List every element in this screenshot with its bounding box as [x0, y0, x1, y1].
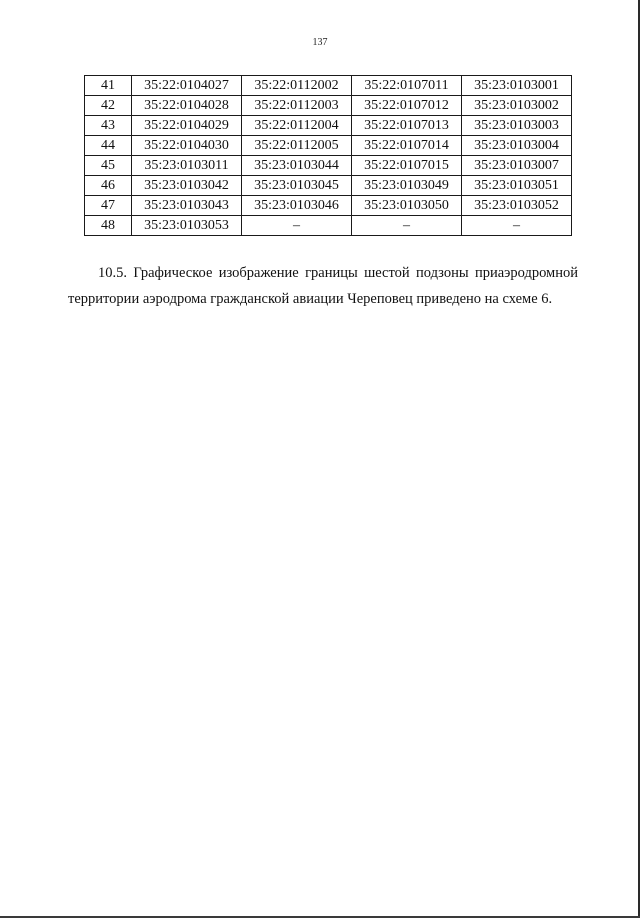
row-number-cell: 48 [85, 216, 132, 236]
cadastral-number-cell: 35:23:0103004 [462, 136, 572, 156]
page-number: 137 [312, 37, 328, 48]
table-row [85, 136, 572, 156]
cadastral-number-cell: 35:23:0103003 [462, 116, 572, 136]
cadastral-number-cell: 35:23:0103045 [242, 176, 352, 196]
row-number-cell: 44 [85, 136, 132, 156]
cadastral-number-cell: 35:23:0103043 [132, 196, 242, 216]
cadastral-number-cell: 35:22:0107015 [352, 156, 462, 176]
table-row [85, 216, 572, 236]
row-number-cell: 43 [85, 116, 132, 136]
cadastral-number-cell: 35:22:0107011 [352, 76, 462, 96]
cadastral-numbers-table [84, 75, 572, 236]
empty-dash-cell: – [462, 216, 572, 236]
table-row [85, 196, 572, 216]
cadastral-number-cell: 35:23:0103049 [352, 176, 462, 196]
cadastral-number-cell: 35:22:0104030 [132, 136, 242, 156]
paragraph-line: территории аэродрома гражданской авиации Череповец приведено на схеме 6. [68, 291, 553, 307]
row-number-cell: 46 [85, 176, 132, 196]
row-number-cell: 45 [85, 156, 132, 176]
table-row [85, 156, 572, 176]
cadastral-number-cell: 35:23:0103001 [462, 76, 572, 96]
cadastral-number-cell: 35:23:0103046 [242, 196, 352, 216]
cadastral-number-cell: 35:22:0112003 [242, 96, 352, 116]
empty-dash-cell: – [242, 216, 352, 236]
table-row [85, 96, 572, 116]
cadastral-number-cell: 35:22:0107014 [352, 136, 462, 156]
cadastral-number-cell: 35:23:0103011 [132, 156, 242, 176]
empty-dash-cell: – [352, 216, 462, 236]
cadastral-number-cell: 35:22:0104028 [132, 96, 242, 116]
cadastral-number-cell: 35:22:0107013 [352, 116, 462, 136]
cadastral-number-cell: 35:22:0107012 [352, 96, 462, 116]
table-row [85, 176, 572, 196]
row-number-cell: 41 [85, 76, 132, 96]
cadastral-number-cell: 35:22:0112005 [242, 136, 352, 156]
cadastral-number-cell: 35:23:0103053 [132, 216, 242, 236]
cadastral-number-cell: 35:23:0103052 [462, 196, 572, 216]
row-number-cell: 42 [85, 96, 132, 116]
cadastral-number-cell: 35:23:0103042 [132, 176, 242, 196]
table-row [85, 116, 572, 136]
body-paragraph [68, 260, 578, 312]
cadastral-number-cell: 35:22:0112004 [242, 116, 352, 136]
cadastral-number-cell: 35:23:0103002 [462, 96, 572, 116]
cadastral-number-cell: 35:23:0103051 [462, 176, 572, 196]
cadastral-number-cell: 35:22:0104029 [132, 116, 242, 136]
paragraph-line: 10.5. Графическое изображение границы шестой подзоны приаэродромной [98, 265, 578, 281]
row-number-cell: 47 [85, 196, 132, 216]
cadastral-number-cell: 35:22:0112002 [242, 76, 352, 96]
cadastral-number-cell: 35:23:0103044 [242, 156, 352, 176]
cadastral-number-cell: 35:23:0103050 [352, 196, 462, 216]
cadastral-number-cell: 35:22:0104027 [132, 76, 242, 96]
table-row [85, 76, 572, 96]
cadastral-number-cell: 35:23:0103007 [462, 156, 572, 176]
